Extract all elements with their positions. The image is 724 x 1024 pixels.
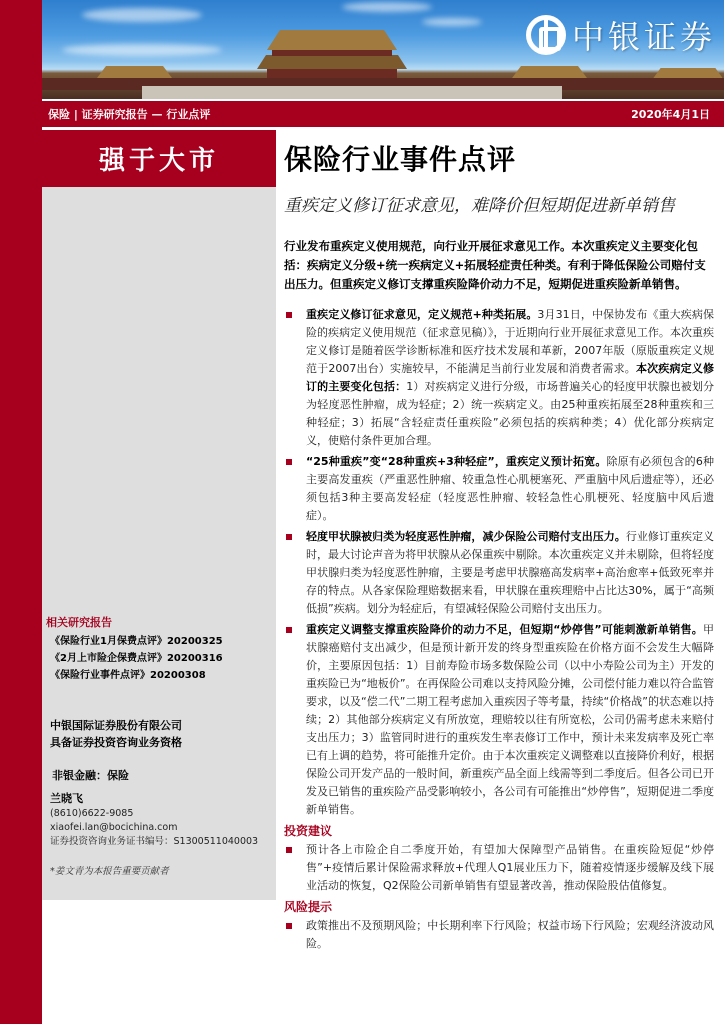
risk-warning bbox=[284, 917, 714, 953]
summary-paragraph: 行业发布重疾定义使用规范，向行业开展征求意见工作。本次重疾定义主要变化包括：疾病定义分级+统一疾病定义+拓展轻症责任种类。有利于降低保险公司赔付支出压力。但重疾定义修订支撑重疾险降价动力不足，短期促进重疾险新单销售。 bbox=[284, 239, 706, 291]
left-brand-bar bbox=[0, 0, 42, 1024]
related-report-link[interactable]: 《2月上市险企保费点评》20200316 bbox=[50, 653, 223, 664]
company-qualification: 具备证券投资咨询业务资格 bbox=[50, 736, 182, 749]
risk-warning-title: 风险提示 bbox=[284, 900, 333, 914]
cloud-decoration bbox=[342, 2, 432, 12]
investment-advice-text: 预计各上市险企自二季度开始，有望加大保障型产品销售。在重疾险短促“炒停售”+疫情后累计保险需求释放+代理人Q1展业压力下，随着疫情逐步缓解及线下展业活动的恢复，Q2保险公司新单销售有望显著改善，推动保险股估值修复。 bbox=[306, 843, 714, 892]
key-points-list bbox=[284, 306, 714, 819]
sector-label: 非银金融：保险 bbox=[52, 769, 129, 782]
marble-terrace bbox=[142, 86, 562, 99]
company-name: 中银国际证券股份有限公司 bbox=[50, 719, 182, 732]
report-header-bar bbox=[42, 101, 724, 127]
main-content bbox=[284, 130, 714, 956]
page-title: 保险行业事件点评 bbox=[284, 143, 517, 176]
company-info bbox=[50, 717, 182, 751]
investment-advice-title: 投资建议 bbox=[284, 824, 333, 838]
bullet-square-icon bbox=[286, 847, 292, 853]
palace-roof-upper bbox=[267, 30, 397, 50]
contributor-note: *姜文青为本报告重要贡献者 bbox=[50, 866, 169, 877]
related-reports-title: 相关研究报告 bbox=[46, 616, 112, 629]
key-point bbox=[284, 306, 714, 450]
key-point-text: 3月31日，中保协发布《重大疾病保险的疾病定义使用规范（征求意见稿）》，于近期向行业开展征求意见工作。本次重疾定义修订是随着医学诊断标准和医疗技术发展和革新，2007年版（原版重疾定义规范于2007出台）实施较早，不能满足当前行业发展和消费者需求。 bbox=[306, 308, 714, 375]
key-point-text: 甲状腺癌赔付支出减少，但是预计新开发的终身型重疾险在价格方面不会发生大幅降价，主要原因包括：1）目前寿险市场多数保险公司（以中小寿险公司为主）开发的重疾险已为“地板价”。在再保险公司难以支持风险分摊，公司偿付能力难以符合监管要求，以及“偿二代”二期工程考虑加入重疾因子等考量，持续“价格战”的状态难以持续；2）其他部分疾病定义有所放宽，理赔较以往有所宽松，公司仍需考虑未来赔付支出压力；3）监管同时进行的重疾发生率表修订工作中，预计未来发病率及死亡率已有上调的趋势，将可能推升定价。由于本次重疾定义调整难以直接降价利好，根据保险公司开发产品的一般时间，新重疾产品全面上线需等到二季度后。但各公司已开发及已销售的重疾险产品受影响较小，各公司有可能推出“炒停售”，短期促进二季度新单销售。 bbox=[306, 623, 714, 816]
related-reports-list bbox=[50, 633, 223, 684]
investment-advice bbox=[284, 841, 714, 895]
header-banner-image bbox=[42, 0, 724, 99]
key-point-lead: 轻度甲状腺被归类为轻度恶性肿瘤，减少保险公司赔付支出压力。 bbox=[306, 530, 626, 543]
rating-badge: 强于大市 bbox=[42, 130, 276, 187]
bullet-square-icon bbox=[286, 312, 292, 318]
side-hall-roof bbox=[512, 66, 587, 78]
key-point bbox=[284, 621, 714, 819]
side-hall-roof bbox=[97, 66, 172, 78]
analyst-contact bbox=[50, 807, 258, 849]
key-point-lead: 本次疾病定义修订的主要变化包括： bbox=[306, 362, 714, 393]
bullet-square-icon bbox=[286, 923, 292, 929]
analyst-certificate: 证券投资咨询业务证书编号：S1300511040003 bbox=[50, 836, 259, 847]
boc-coin-logo-icon bbox=[526, 15, 566, 55]
company-logo bbox=[526, 12, 716, 58]
key-point-lead: 重疾定义修订征求意见，定义规范+种类拓展。 bbox=[306, 308, 538, 321]
palace-wall bbox=[272, 50, 392, 56]
cloud-decoration bbox=[422, 18, 482, 26]
analyst-phone: (8610)6622-9085 bbox=[50, 808, 134, 819]
report-date: 2020年4月1日 bbox=[631, 108, 710, 121]
risk-warning-text: 政策推出不及预期风险；中长期利率下行风险；权益市场下行风险；宏观经济波动风险。 bbox=[306, 919, 714, 950]
key-point bbox=[284, 528, 714, 618]
bullet-square-icon bbox=[286, 459, 292, 465]
bullet-square-icon bbox=[286, 534, 292, 540]
analyst-name: 兰晓飞 bbox=[50, 792, 83, 805]
report-category: 保险 | 证券研究报告 — 行业点评 bbox=[48, 108, 211, 121]
cloud-decoration bbox=[62, 44, 222, 56]
key-point-text: 除原有必须包含的6种主要高发重疾（严重恶性肿瘤、较重急性心肌梗塞死、严重脑中风后遗症等），还必须包括3种主要高发轻症（轻度恶性肿瘤、较轻急性心肌梗死、轻度脑中风后遗症）。 bbox=[306, 455, 714, 522]
cloud-decoration bbox=[82, 8, 202, 22]
page-subtitle: 重疾定义修订征求意见，难降价但短期促进新单销售 bbox=[284, 196, 675, 216]
related-report-link[interactable]: 《保险行业1月保费点评》20200325 bbox=[50, 636, 223, 647]
key-point-lead: 重疾定义调整支撑重疾险降价的动力不足，但短期“炒停售”可能刺激新单销售。 bbox=[306, 623, 703, 636]
analyst-email[interactable]: xiaofei.lan@bocichina.com bbox=[50, 822, 178, 833]
related-report-link[interactable]: 《保险行业事件点评》20200308 bbox=[50, 670, 206, 681]
bullet-square-icon bbox=[286, 627, 292, 633]
palace-roof-lower bbox=[257, 55, 407, 69]
key-point-text: 行业修订重疾定义时，最大讨论声音为将甲状腺从必保重疾中剔除。本次重疾定义并未剔除，但将轻度甲状腺归类为轻度恶性肿瘤，主要是考虑甲状腺癌高发病率+高治愈率+低致死率并存的特点。从各家保险理赔数据来看，甲状腺在重疾理赔中占比达30%，属于“高频低损”疾病。划分为轻症后，有望减轻保险公司赔付支出压力。 bbox=[306, 530, 715, 615]
key-point-lead: “25种重疾”变“28种重疾+3种轻症”，重疾定义预计拓宽。 bbox=[306, 455, 607, 468]
logo-text: 中银证券 bbox=[571, 18, 716, 56]
side-panel bbox=[42, 187, 276, 900]
key-point-text: 1）对疾病定义进行分级，市场普遍关心的轻度甲状腺也被划分为轻度恶性肿瘤，成为轻症；2）统一疾病定义。由25种重疾拓展至28种重疾和三种轻症；3）拓展“含轻症责任重疾险”必须包括的疾病种类；4）优化部分疾病定义，使赔付条件更加合理。 bbox=[306, 380, 714, 447]
key-point bbox=[284, 453, 714, 525]
